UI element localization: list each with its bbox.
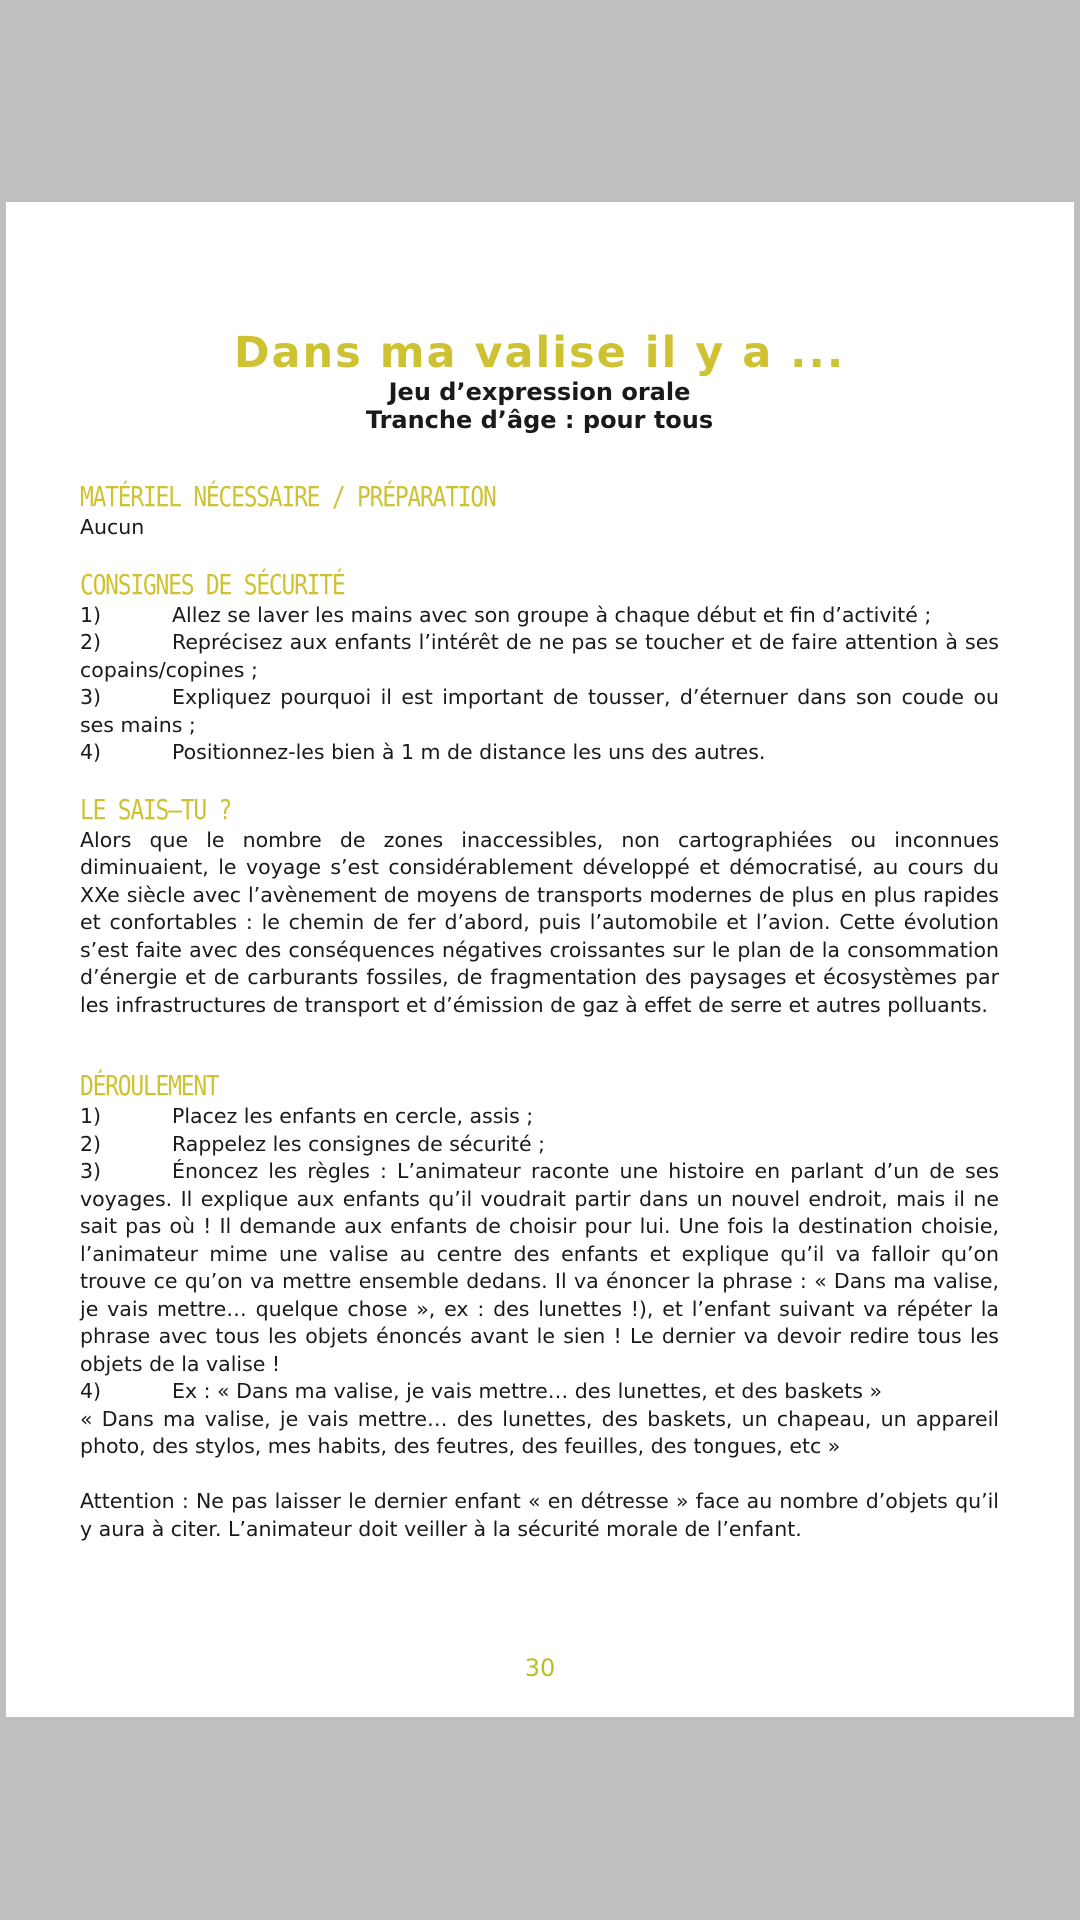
list-item — [80, 1131, 999, 1159]
page-number: 30 — [524, 1654, 556, 1682]
list-text: Reprécisez aux enfants l’intérêt de ne pas se toucher et de faire attention à ses copains/copines ; — [80, 630, 999, 682]
list-item — [80, 1103, 999, 1131]
list-text: Énoncez les règles : L’animateur raconte une histoire en parlant d’un de ses voyages. Il explique aux enfants qu’il voudrait partir dans un nouvel endroit, mais il ne sait pas où ! Il demande aux enfants de choisir pour lui. Une fois la destination choisie, l’animateur mime une valise au centre des enfants et explique qu’il va falloir qu’on trouve ce qu’on va mettre ensemble dedans. Il va énoncer la phrase : « Dans ma valise, je vais mettre… quelque chose », ex : des lunettes !), et l’enfant suivant va répéter la phrase avec tous les objets énoncés avant le sien ! Le dernier va devoir redire tous les objets de la valise ! — [80, 1159, 999, 1376]
list-number: 3) — [80, 685, 102, 709]
list-text: Positionnez-les bien à 1 m de distance les uns des autres. — [172, 740, 766, 764]
list-number: 2) — [80, 630, 102, 654]
page-subtitle-age: Tranche d’âge : pour tous — [365, 406, 714, 434]
list-item — [80, 1378, 999, 1406]
section-securite — [80, 568, 999, 767]
section-saistu — [80, 793, 999, 1020]
document-page — [6, 202, 1074, 1717]
section-heading-securite: CONSIGNES DE SÉCURITÉ — [80, 567, 345, 601]
list-number: 4) — [80, 740, 102, 764]
saistu-text: Alors que le nombre de zones inaccessibles, non cartographiées ou inconnues diminuaient, le voyage s’est considérablement développé et démocratisé, au cours du XXe siècle avec l’avènement de moyens de transports modernes de plus en plus rapides et confortables : le chemin de fer d’abord, puis l’automobile et l’avion. Cette évolution s’est faite avec des conséquences négatives croissantes sur le plan de la consommation d’énergie et de carburants fossiles, de fragmentation des paysages et écosystèmes par les infrastructures de transport et d’émission de gaz à effet de serre et autres polluants. — [80, 827, 999, 1017]
list-item — [80, 629, 999, 684]
section-deroulement — [80, 1069, 999, 1543]
page-title: Dans ma valise il y a ... — [233, 328, 846, 378]
list-item — [80, 1158, 999, 1378]
list-text: Expliquez pourquoi il est important de tousser, d’éternuer dans son coude ou ses mains ; — [80, 685, 999, 737]
list-item — [80, 739, 999, 767]
list-number: 1) — [80, 602, 102, 627]
deroulement-attention: Attention : Ne pas laisser le dernier enfant « en détresse » face au nombre d’objets qu’il y aura à citer. L’animateur doit veiller à la sécurité morale de l’enfant. — [80, 1489, 999, 1541]
list-number: 3) — [80, 1159, 102, 1183]
list-text: Ex : « Dans ma valise, je vais mettre… des lunettes, et des baskets » — [172, 1379, 883, 1403]
list-number: 2) — [80, 1131, 102, 1156]
list-text: Placez les enfants en cercle, assis ; — [172, 1104, 534, 1128]
title-block — [80, 328, 999, 434]
page-content — [80, 328, 999, 1543]
section-heading-saistu: LE SAIS–TU ? — [80, 792, 232, 826]
section-heading-materiel: MATÉRIEL NÉCESSAIRE / PRÉPARATION — [80, 480, 496, 513]
list-number: 1) — [80, 1104, 102, 1128]
list-item — [80, 602, 999, 630]
list-text: Allez se laver les mains avec son groupe à chaque début et fin d’activité ; — [172, 602, 932, 627]
list-number: 4) — [80, 1379, 102, 1403]
materiel-text: Aucun — [80, 515, 145, 539]
list-text: Rappelez les consignes de sécurité ; — [172, 1131, 545, 1156]
section-heading-deroulement: DÉROULEMENT — [80, 1069, 219, 1102]
section-materiel — [80, 480, 999, 542]
deroulement-example: « Dans ma valise, je vais mettre… des lunettes, des baskets, un chapeau, un appareil photo, des stylos, mes habits, des feutres, des feuilles, des tongues, etc » — [80, 1406, 999, 1458]
page-subtitle-type: Jeu d’expression orale — [388, 378, 691, 406]
list-item — [80, 684, 999, 739]
